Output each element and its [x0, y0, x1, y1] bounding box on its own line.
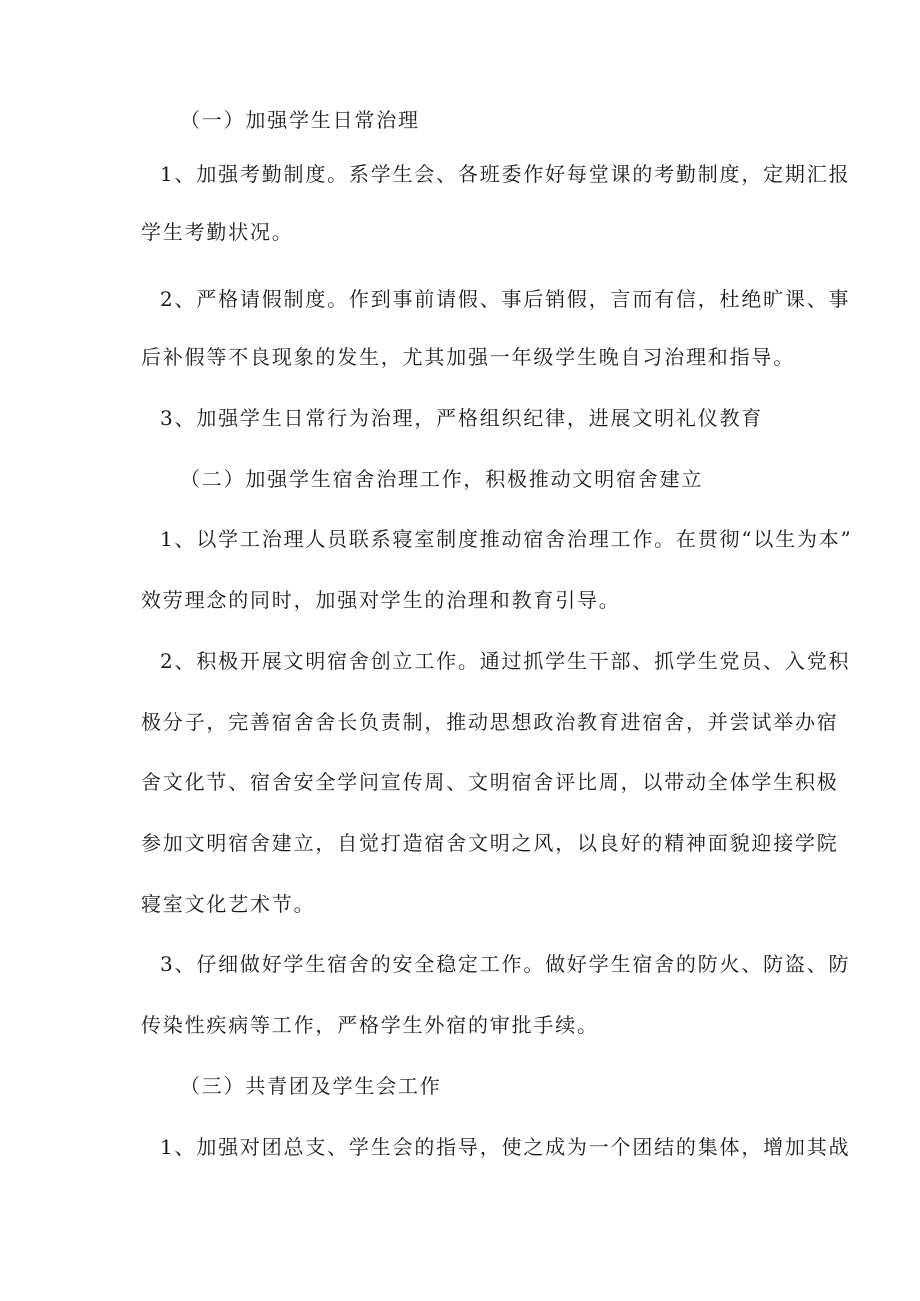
- paragraph-line: 3、仔细做好学生宿舍的安全稳定工作。做好学生宿舍的防火、防盗、防: [160, 952, 851, 976]
- section-heading-2: （二）加强学生宿舍治理工作，积极推动文明宿舍建立: [180, 467, 704, 491]
- paragraph-line: 传染性疾病等工作，严格学生外宿的审批手续。: [141, 1013, 599, 1037]
- paragraph-line: 1、以学工治理人员联系寝室制度推动宿舍治理工作。在贯彻“以生为本”: [160, 527, 853, 551]
- section-heading-3: （三）共青团及学生会工作: [180, 1074, 442, 1098]
- paragraph-line: 1、加强考勤制度。系学生会、各班委作好每堂课的考勤制度，定期汇报: [160, 162, 851, 186]
- paragraph-line: 后补假等不良现象的发生，尤其加强一年级学生晚自习治理和指导。: [141, 345, 795, 369]
- paragraph-line: 舍文化节、宿舍安全学问宣传周、文明宿舍评比周，以带动全体学生积极: [141, 770, 839, 794]
- section-heading-1: （一）加强学生日常治理: [180, 108, 420, 132]
- paragraph-line: 效劳理念的同时，加强对学生的治理和教育引导。: [141, 588, 621, 612]
- paragraph-line: 2、严格请假制度。作到事前请假、事后销假，言而有信，杜绝旷课、事: [160, 287, 851, 311]
- paragraph-line: 2、积极开展文明宿舍创立工作。通过抓学生干部、抓学生党员、入党积: [160, 649, 851, 673]
- paragraph-line: 学生考勤状况。: [141, 220, 294, 244]
- paragraph-line: 极分子，完善宿舍舍长负责制，推动思想政治教育进宿舍，并尝试举办宿: [141, 710, 839, 734]
- paragraph-line: 3、加强学生日常行为治理，严格组织纪律，进展文明礼仪教育: [160, 406, 764, 430]
- paragraph-line: 参加文明宿舍建立，自觉打造宿舍文明之风，以良好的精神面貌迎接学院: [141, 831, 839, 855]
- paragraph-line: 1、加强对团总支、学生会的指导，使之成为一个团结的集体，增加其战: [160, 1135, 851, 1159]
- paragraph-line: 寝室文化艺术节。: [141, 892, 316, 916]
